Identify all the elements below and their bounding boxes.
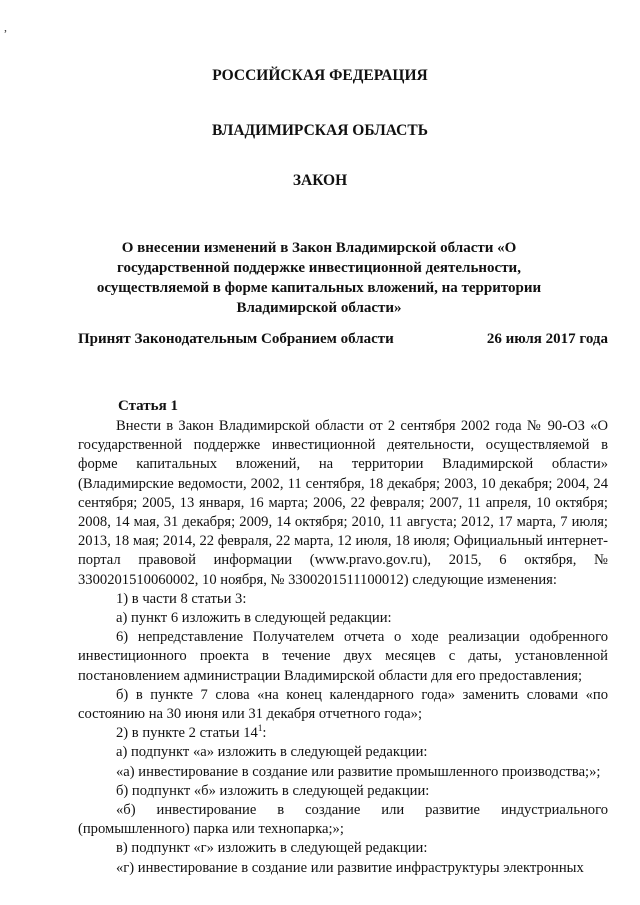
paragraph: «б) инвестирование в создание или развитие индустриального (промышленного) парка или технопарка;»; (78, 802, 608, 838)
article-title: Статья 1 (118, 398, 178, 414)
paragraph: «г) инвестирование в создание или развитие инфраструктуры электронных (116, 859, 584, 876)
adoption-date: 26 июля 2017 года (486, 331, 608, 347)
paragraph: «а) инвестирование в создание или развитие промышленного производства;»; (116, 763, 601, 780)
paragraph: 1) в части 8 статьи 3: (116, 590, 247, 607)
paragraph-tail: : (262, 725, 267, 742)
paragraph: а) подпункт «а» изложить в следующей редакции: (116, 744, 428, 761)
paragraph: в) подпункт «г» изложить в следующей редакции: (116, 840, 428, 857)
paragraph: 6) непредставление Получателем отчета о ходе реализации одобренного инвестиционного проекта в течение двух месяцев с даты, установленной постановлением администрации Владимирской области для его предоставления; (78, 629, 608, 684)
margin-mark: , (4, 20, 7, 34)
paragraph-text: 2) в пункте 2 статьи 14 (116, 725, 258, 742)
paragraph: б) в пункте 7 слова «на конец календарного года» заменить словами «по состоянию на 30 июня или 31 декабря отчетного года»; (78, 686, 608, 723)
header-region: ВЛАДИМИРСКАЯ ОБЛАСТЬ (212, 122, 428, 139)
law-subject: О внесении изменений в Закон Владимирской области «О государственной поддержке инвестиционной деятельности, осуществляемой в форме капитальных вложений, на территории Владимирской области» (96, 240, 542, 316)
header-country: РОССИЙСКАЯ ФЕДЕРАЦИЯ (212, 67, 428, 84)
article-body (78, 417, 608, 878)
paragraph: а) пункт 6 изложить в следующей редакции: (116, 610, 392, 627)
adopted-by: Принят Законодательным Собранием области (78, 331, 394, 347)
article-intro: Внести в Закон Владимирской области от 2 сентября 2002 года № 90-ОЗ «О государственной поддержке инвестиционной деятельности, осуществляемой в форме капитальных вложений, на территории Владимирской области» (Владимирские ведомости, 2002, 11 сентября, 18 декабря; 2003, 10 декабря; 2004, 24 сентября; 2005, 13 января, 16 марта; 2006, 22 февраля; 2007, 11 апреля, 10 октября; 2008, 14 мая, 31 декабря; 2009, 14 октября; 2010, 11 августа; 2012, 17 марта, 7 июля; 2013, 18 мая; 2014, 22 февраля, 22 марта, 12 июля, 18 июля; Официальный интернет-портал правовой информации (www.pravo.gov.ru), 2015, 6 октября, № 3300201510060002, 10 ноября, № 3300201511100012) следующие изменения: (78, 418, 608, 588)
adoption-line (78, 331, 608, 348)
superscript: 1 (257, 723, 263, 734)
paragraph: б) подпункт «б» изложить в следующей редакции: (116, 782, 430, 799)
document-type: ЗАКОН (292, 172, 348, 189)
paragraph (78, 724, 608, 743)
